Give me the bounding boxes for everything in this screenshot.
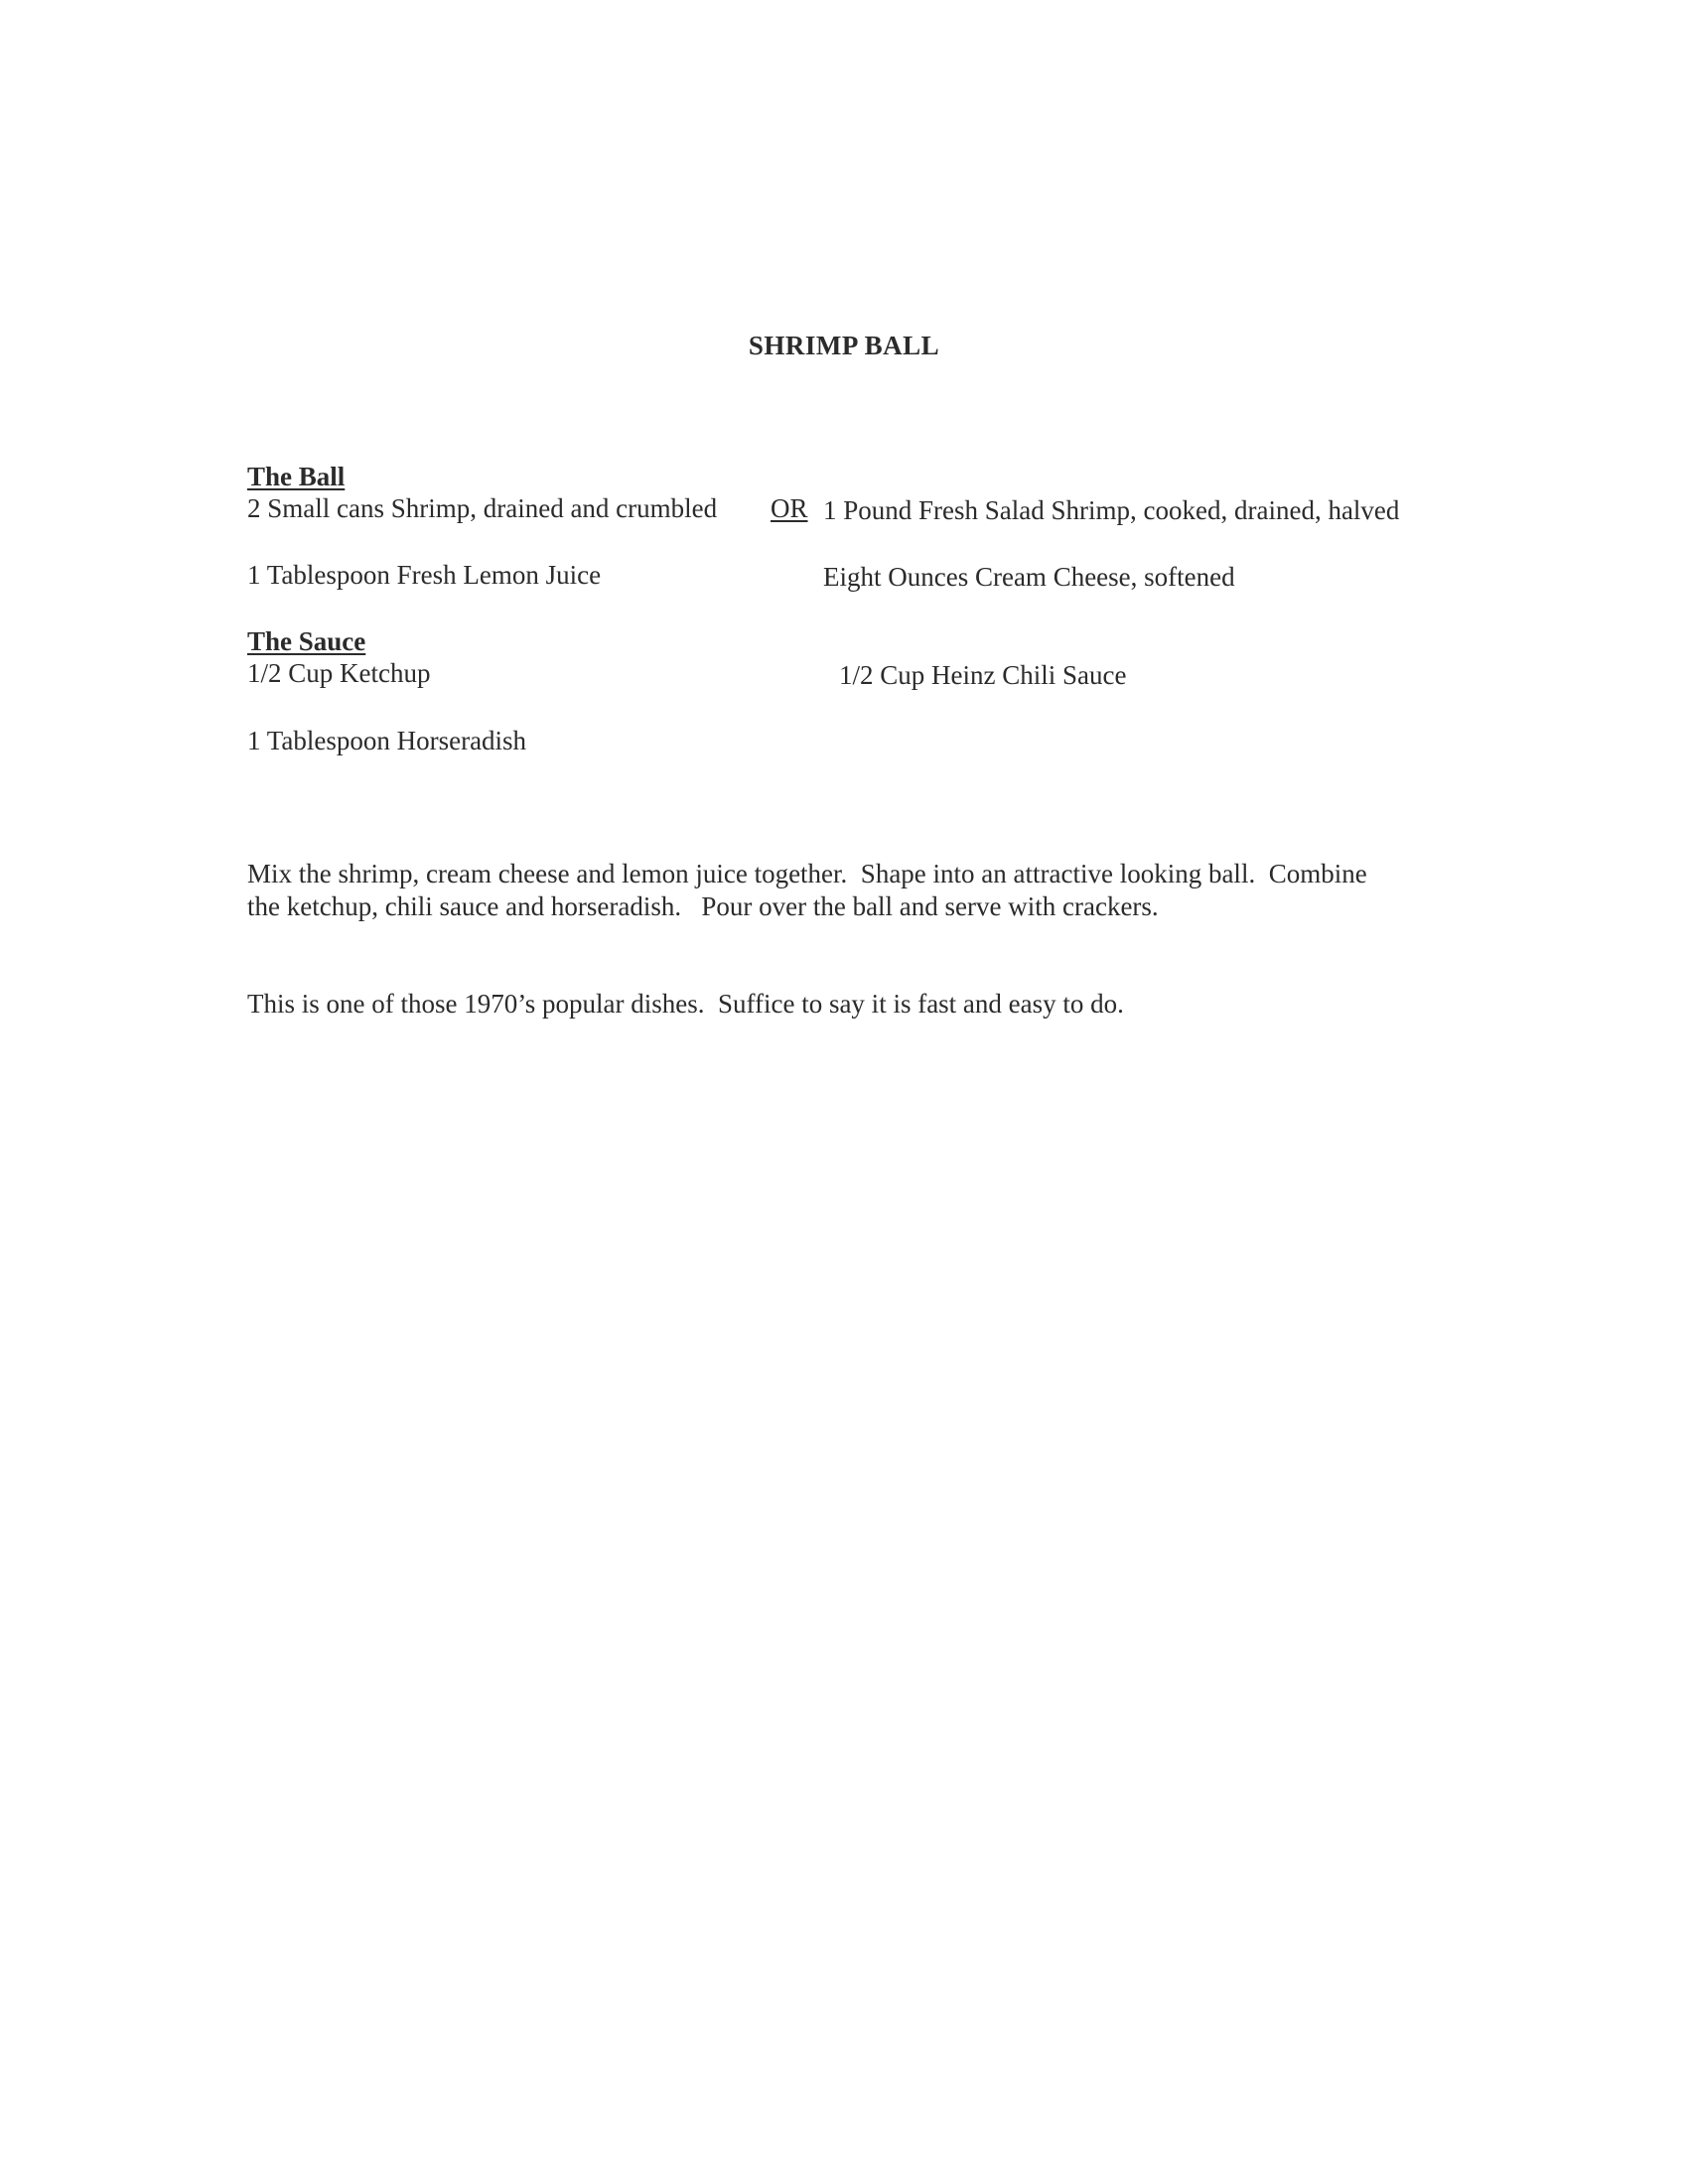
ingredient-fresh-shrimp: 1 Pound Fresh Salad Shrimp, cooked, drained, halved [823,495,1400,525]
ingredient-lemon-juice: 1 Tablespoon Fresh Lemon Juice [247,560,602,590]
ingredient-alternative-or: OR [771,493,808,523]
ingredient-horseradish: 1 Tablespoon Horseradish [247,726,527,755]
section-heading-sauce: The Sauce [247,626,366,656]
section-heading-ball: The Ball [247,462,346,491]
instructions-line-1: Mix the shrimp, cream cheese and lemon juice together. Shape into an attractive looking ball. Combine [247,859,1367,888]
ingredient-ketchup: 1/2 Cup Ketchup [247,658,431,688]
recipe-note: This is one of those 1970’s popular dishes. Suffice to say it is fast and easy to do. [247,989,1124,1019]
instructions-line-2: the ketchup, chili sauce and horseradish. Pour over the ball and serve with crackers. [247,891,1159,921]
ingredient-canned-shrimp: 2 Small cans Shrimp, drained and crumbled [247,493,718,523]
instructions-paragraph [247,858,1459,923]
page-title: SHRIMP BALL [748,331,940,360]
ingredient-chili-sauce: 1/2 Cup Heinz Chili Sauce [839,660,1127,690]
ingredient-cream-cheese: Eight Ounces Cream Cheese, softened [823,562,1235,592]
